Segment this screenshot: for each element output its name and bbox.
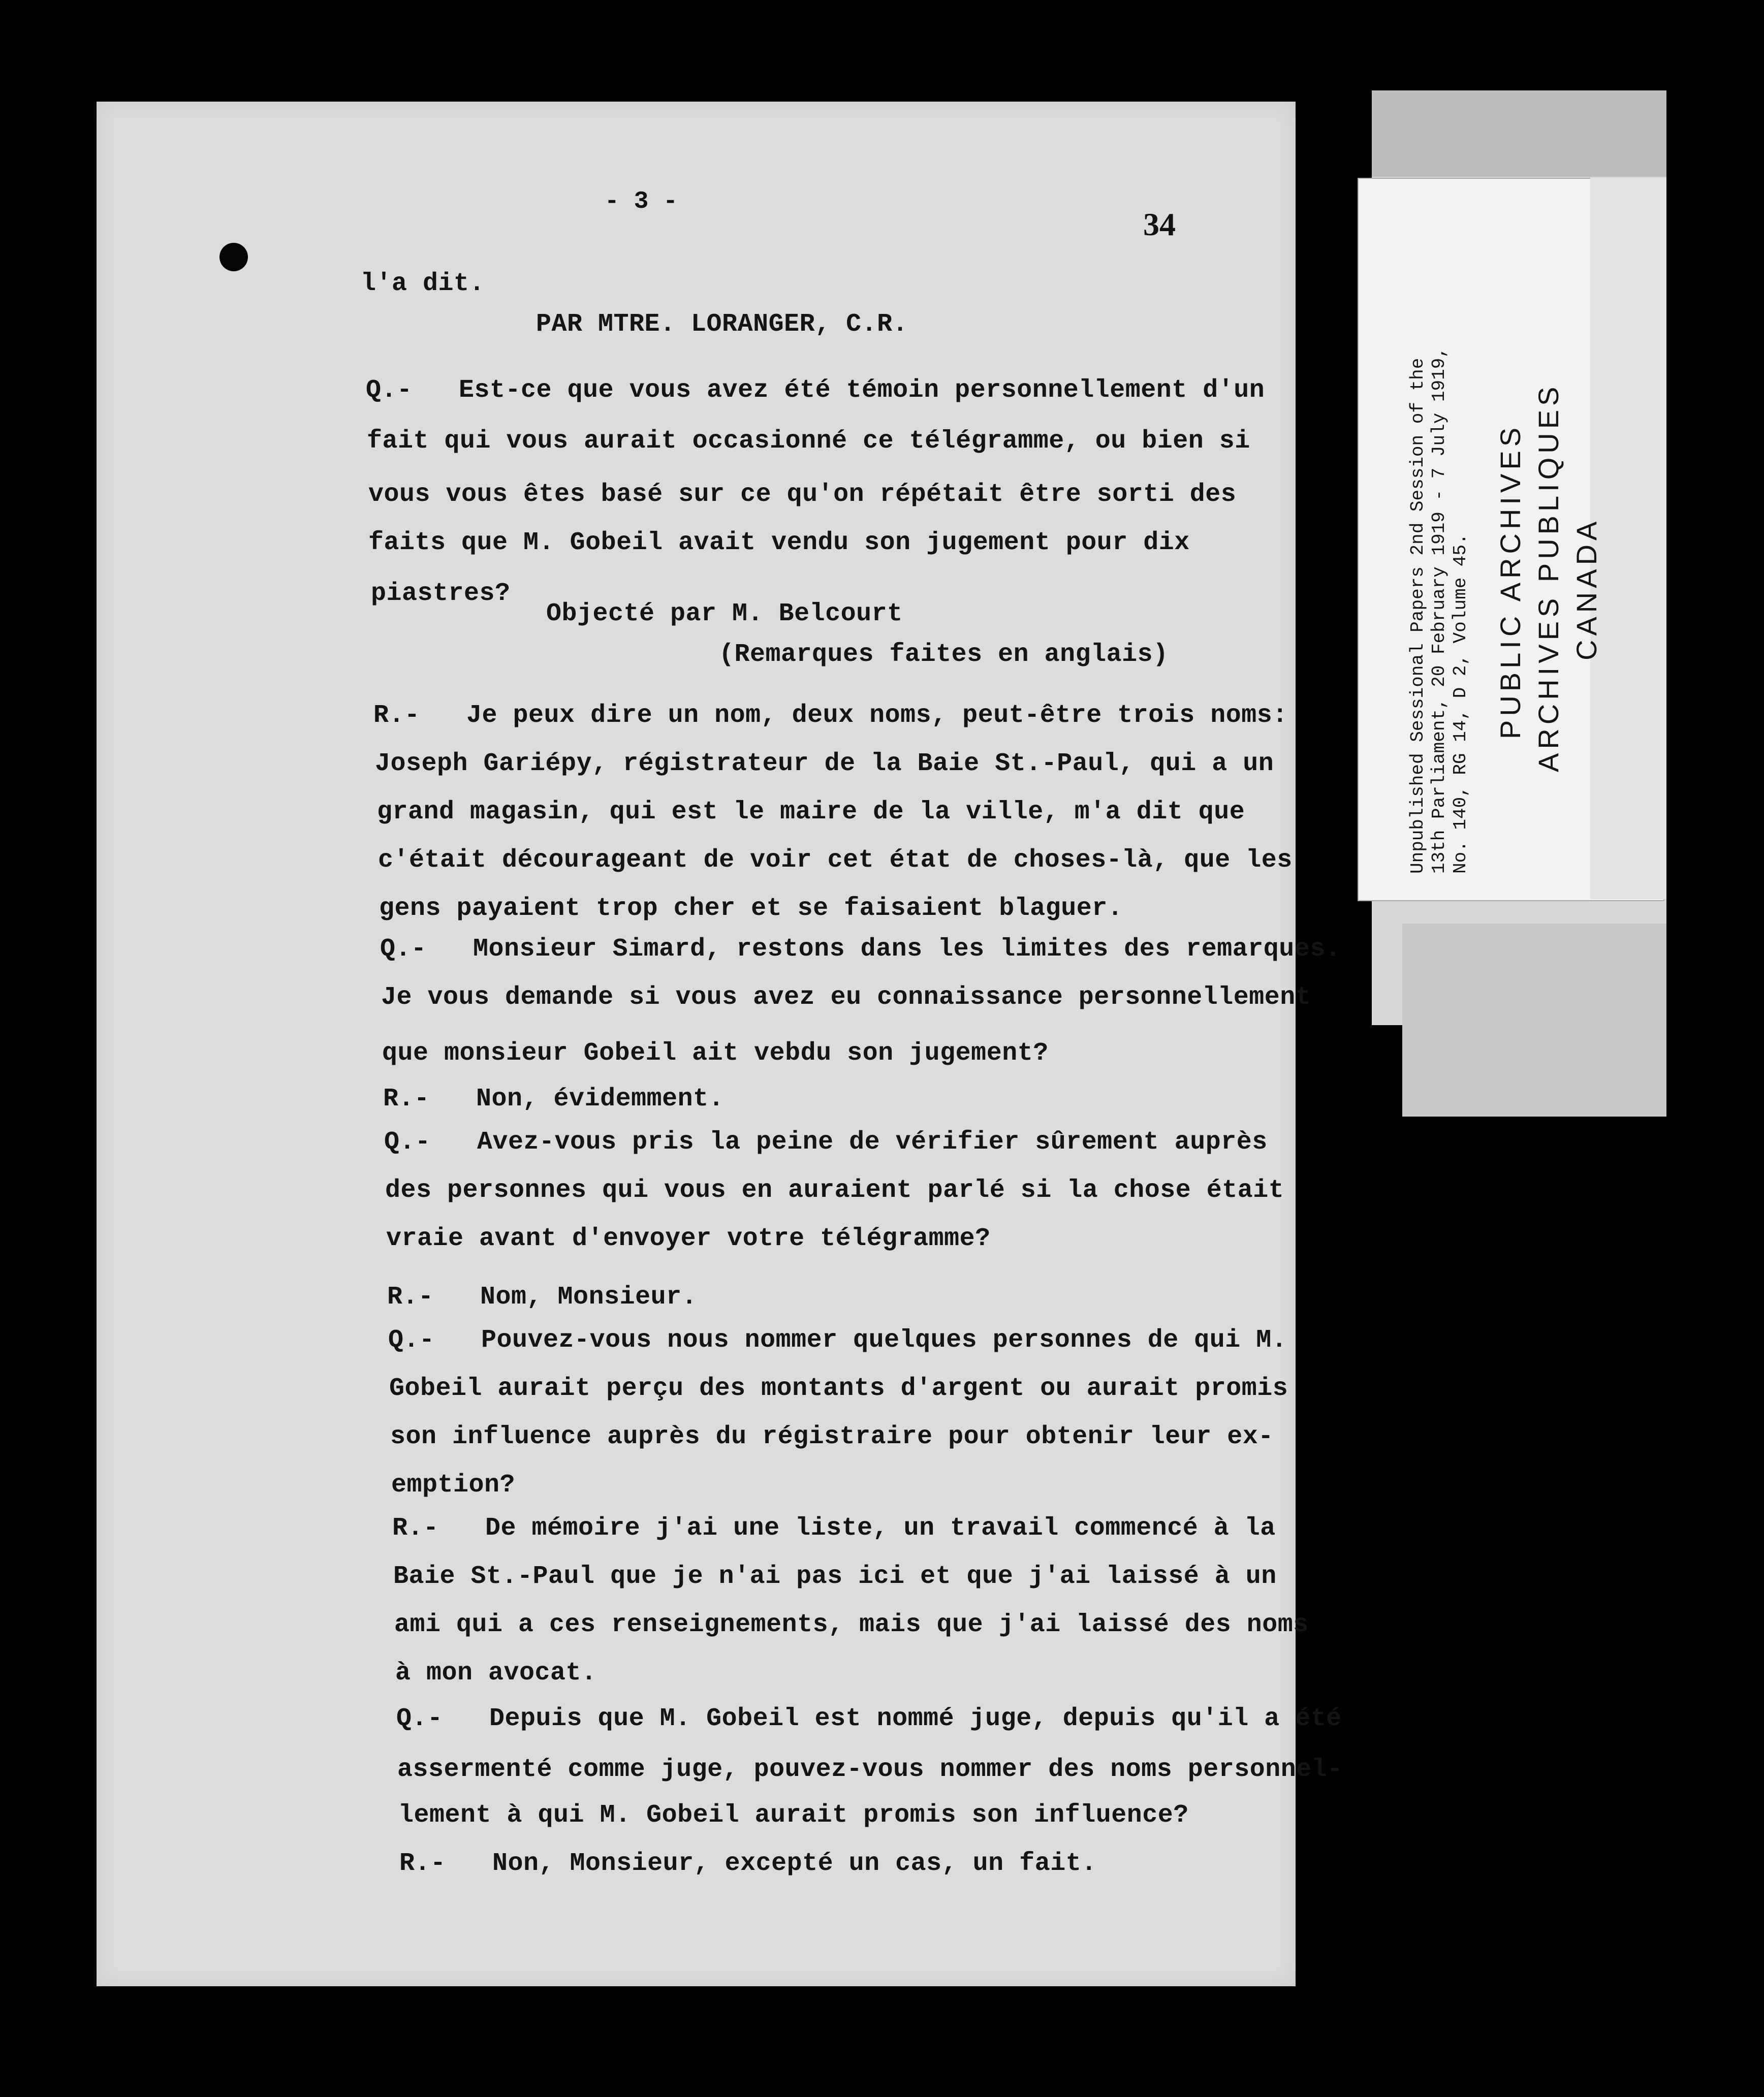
text-line: Objecté par M. Belcourt [546, 599, 903, 628]
text-line: gens payaient trop cher et se faisaient blaguer. [379, 894, 1123, 923]
text-line: R.- De mémoire j'ai une liste, un travail commencé à la [392, 1514, 1276, 1543]
text-line: Q.- Est-ce que vous avez été témoin personnellement d'un [366, 376, 1265, 405]
text-line: vraie avant d'envoyer votre télégramme? [386, 1224, 991, 1253]
folio-number: 34 [1143, 206, 1176, 242]
archive-stamp-line: ARCHIVES PUBLIQUES [1532, 383, 1564, 772]
text-line: R.- Non, Monsieur, excepté un cas, un fait. [399, 1849, 1097, 1878]
text-line: Gobeil aurait perçu des montants d'argent ou aurait promis [389, 1374, 1288, 1403]
text-line: que monsieur Gobeil ait vebdu son jugement? [382, 1039, 1049, 1068]
text-line: (Remarques faites en anglais) [719, 640, 1169, 669]
text-line: ami qui a ces renseignements, mais que j'ai laissé des noms [394, 1610, 1309, 1639]
text-line: des personnes qui vous en auraient parlé si la chose était [385, 1176, 1284, 1205]
text-line: fait qui vous aurait occasionné ce télégramme, ou bien si [367, 427, 1250, 456]
text-line: Joseph Gariépy, régistrateur de la Baie St.-Paul, qui a un [375, 749, 1274, 778]
text-line: Je vous demande si vous avez eu connaissance personnellement [381, 983, 1311, 1012]
text-line: R.- Non, évidemment. [383, 1085, 724, 1114]
text-line: vous vous êtes basé sur ce qu'on répétait être sorti des [368, 480, 1237, 509]
folder-bottom [1402, 924, 1666, 1117]
section-heading: PAR MTRE. LORANGER, C.R. [536, 310, 908, 339]
text-line: R.- Je peux dire un nom, deux noms, peut-être trois noms: [373, 701, 1288, 730]
text-line: Q.- Depuis que M. Gobeil est nommé juge, depuis qu'il a été [396, 1704, 1342, 1733]
archive-citation-line: 13th Parliament, 20 February 1919 - 7 July 1919, [1429, 347, 1450, 874]
archive-citation-line: No. 140, RG 14, D 2, Volume 45. [1450, 533, 1471, 874]
text-line: Q.- Pouvez-vous nous nommer quelques personnes de qui M. [388, 1326, 1287, 1355]
archive-stamp-line: PUBLIC ARCHIVES [1494, 423, 1526, 739]
text-line: grand magasin, qui est le maire de la ville, m'a dit que [377, 798, 1245, 827]
text-line: c'était décourageant de voir cet état de choses-là, que les [378, 846, 1293, 875]
punch-hole [219, 243, 248, 271]
text-line: R.- Nom, Monsieur. [387, 1283, 698, 1312]
archive-stamp-line: CANADA [1570, 517, 1602, 660]
page-number: - 3 - [605, 188, 678, 215]
text-line: assermenté comme juge, pouvez-vous nommer des noms personnel- [397, 1755, 1343, 1784]
text-line: emption? [391, 1471, 516, 1500]
text-line: Q.- Avez-vous pris la peine de vérifier sûrement auprès [384, 1128, 1268, 1157]
text-line: à mon avocat. [395, 1659, 597, 1688]
text-line: lement à qui M. Gobeil aurait promis son influence? [398, 1801, 1189, 1830]
text-line: l'a dit. [361, 269, 485, 298]
folder-top [1372, 90, 1666, 177]
text-line: faits que M. Gobeil avait vendu son jugement pour dix [368, 528, 1190, 557]
text-line: Baie St.-Paul que je n'ai pas ici et que j'ai laissé à un [393, 1562, 1277, 1591]
text-line: son influence auprès du régistraire pour obtenir leur ex- [390, 1422, 1274, 1451]
archive-citation-line: Unpublished Sessional Papers 2nd Session of the [1407, 358, 1428, 874]
text-line: piastres? [371, 579, 511, 608]
text-line: Q.- Monsieur Simard, restons dans les limites des remarques. [380, 935, 1341, 964]
